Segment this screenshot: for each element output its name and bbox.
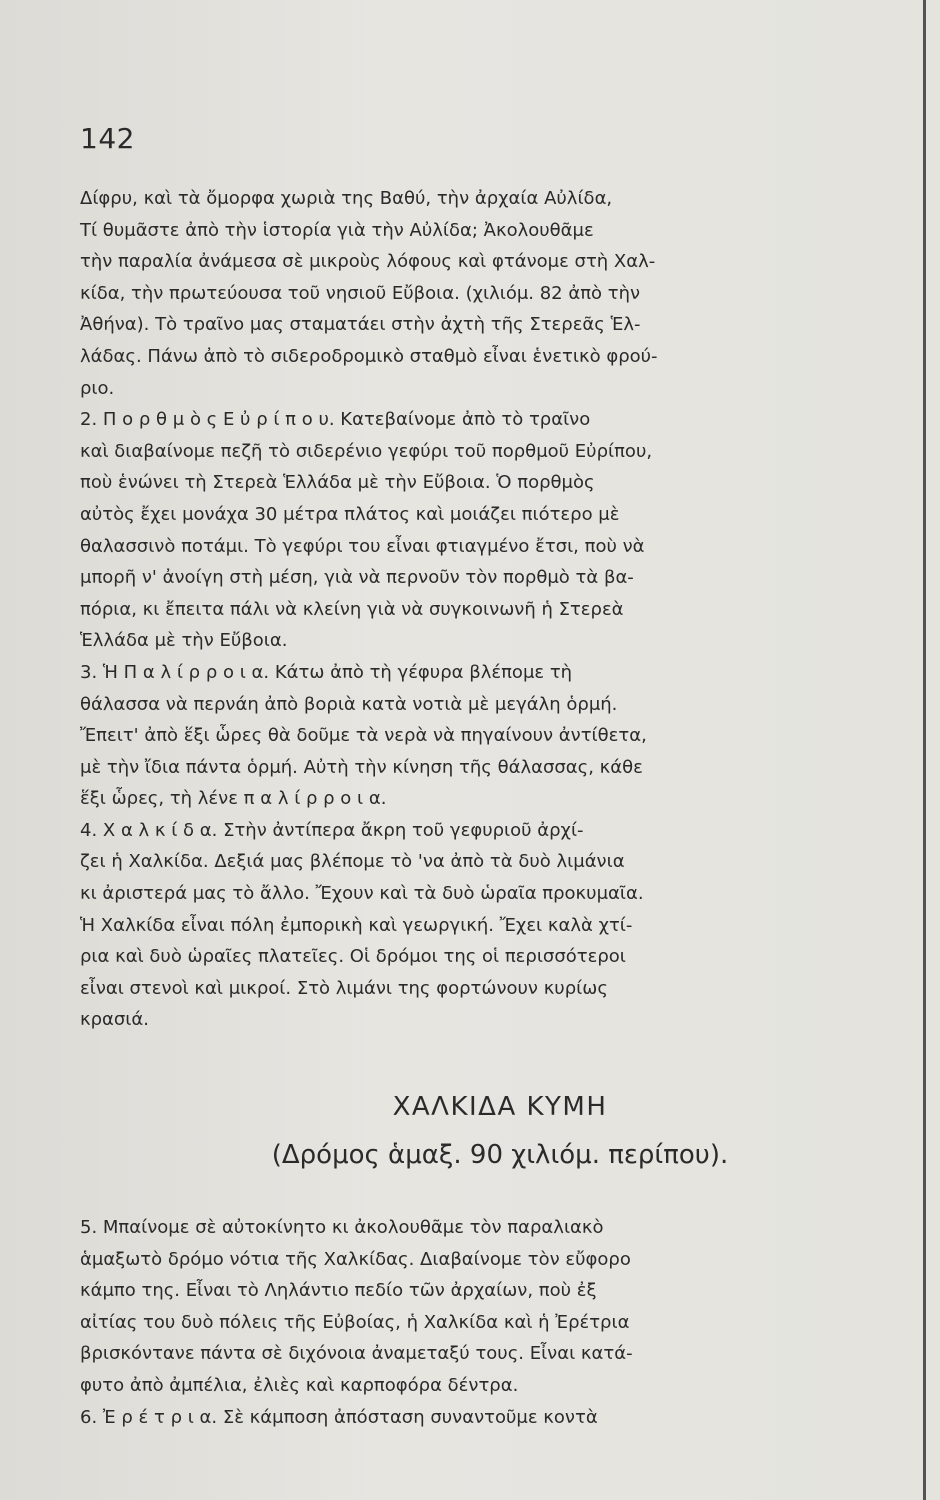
text-line: πόρια, κι ἔπειτα πάλι νὰ κλείνη γιὰ νὰ συγκοινωνῆ ἡ Στερεὰ bbox=[80, 598, 624, 620]
text-line: 4. Χ α λ κ ί δ α. Στὴν ἀντίπερα ἄκρη τοῦ γεφυριοῦ ἀρχί- bbox=[80, 819, 584, 841]
text-line: 6. Ἐ ρ έ τ ρ ι α. Σὲ κάμποση ἀπόσταση συναντοῦμε κοντὰ bbox=[80, 1406, 598, 1428]
text-line: κάμπο της. Εἶναι τὸ Ληλάντιο πεδίο τῶν ἀρχαίων, ποὺ ἐξ bbox=[80, 1280, 597, 1302]
text-line: Τί θυμᾶστε ἀπὸ τὴν ἱστορία γιὰ τὴν Αὐλίδα; Ἀκολουθᾶμε bbox=[80, 219, 594, 241]
page-edge bbox=[923, 0, 926, 1500]
text-line: Ἑλλάδα μὲ τὴν Εὔβοια. bbox=[80, 630, 288, 652]
text-line: ποὺ ἑνώνει τὴ Στερεὰ Ἑλλάδα μὲ τὴν Εὔβοια. Ὁ πορθμὸς bbox=[80, 472, 595, 494]
text-line: ἕξι ὧρες, τὴ λένε π α λ ί ρ ρ ο ι α. bbox=[80, 788, 387, 810]
text-line: 5. Μπαίνομε σὲ αὐτοκίνητο κι ἀκολουθᾶμε τὸν παραλιακὸ bbox=[80, 1217, 604, 1238]
text-line: Ἡ Χαλκίδα εἶναι πόλη ἐμπορικὴ καὶ γεωργική. Ἔχει καλὰ χτί- bbox=[80, 914, 633, 936]
text-line: κι ἀριστερά μας τὸ ἄλλο. Ἔχουν καὶ τὰ δυὸ ὡραῖα προκυμαῖα. bbox=[80, 883, 644, 905]
text-line: μὲ τὴν ἴδια πάντα ὁρμή. Αὐτὴ τὴν κίνηση τῆς θάλασσας, κάθε bbox=[80, 756, 643, 778]
text-line: τὴν παραλία ἀνάμεσα σὲ μικροὺς λόφους καὶ φτάνομε στὴ Χαλ- bbox=[80, 251, 656, 273]
text-line: ζει ἡ Χαλκίδα. Δεξιά μας βλέπομε τὸ 'να ἀπὸ τὰ δυὸ λιμάνια bbox=[80, 851, 625, 873]
section-subheading: (Δρόμος ἁμαξ. 90 χιλιόμ. περίπου). bbox=[271, 1140, 729, 1170]
text-line: Δίφρυ, καὶ τὰ ὄμορφα χωριὰ της Βαθύ, τὴν ἀρχαία Αὐλίδα, bbox=[80, 188, 613, 209]
text-line: αἰτίας του δυὸ πόλεις τῆς Εὐβοίας, ἡ Χαλκίδα καὶ ἡ Ἐρέτρια bbox=[80, 1311, 630, 1333]
body-text bbox=[80, 183, 920, 1036]
text-line: ρια καὶ δυὸ ὡραῖες πλατεῖες. Οἱ δρόμοι της οἱ περισσότεροι bbox=[80, 946, 626, 968]
text-line: θαλασσινὸ ποτάμι. Τὸ γεφύρι του εἶναι φτιαγμένο ἔτσι, ποὺ νὰ bbox=[80, 535, 645, 557]
text-line: Ἔπειτ' ἀπὸ ἕξι ὧρες θὰ δοῦμε τὰ νερὰ νὰ πηγαίνουν ἀντίθετα, bbox=[80, 725, 647, 747]
text-line: μπορῆ ν' ἀνοίγη στὴ μέση, γιὰ νὰ περνοῦν τὸν πορθμὸ τὰ βα- bbox=[80, 567, 634, 589]
text-line: 3. Ἡ Π α λ ί ρ ρ ο ι α. Κάτω ἀπὸ τὴ γέφυρα βλέπομε τὴ bbox=[80, 661, 573, 683]
text-line: θάλασσα νὰ περνάη ἀπὸ βοριὰ κατὰ νοτιὰ μὲ μεγάλη ὁρμή. bbox=[80, 693, 618, 715]
text-line: φυτο ἀπὸ ἀμπέλια, ἐλιὲς καὶ καρποφόρα δέντρα. bbox=[80, 1374, 519, 1396]
text-line: κρασιά. bbox=[80, 1009, 149, 1031]
text-line: κίδα, τὴν πρωτεύουσα τοῦ νησιοῦ Εὔβοια. (χιλιόμ. 82 ἀπὸ τὴν bbox=[80, 282, 641, 304]
section-heading: ΧΑΛΚΙΔΑ ΚΥΜΗ bbox=[392, 1092, 608, 1122]
text-line: βρισκόντανε πάντα σὲ διχόνοια ἀναμεταξύ τους. Εἶναι κατά- bbox=[80, 1343, 633, 1365]
text-line: λάδας. Πάνω ἀπὸ τὸ σιδεροδρομικὸ σταθμὸ εἶναι ἑνετικὸ φρού- bbox=[80, 345, 658, 367]
text-line: καὶ διαβαίνομε πεζῆ τὸ σιδερένιο γεφύρι τοῦ πορθμοῦ Εὐρίπου, bbox=[80, 440, 653, 462]
text-line: αὐτὸς ἔχει μονάχα 30 μέτρα πλάτος καὶ μοιάζει πιότερο μὲ bbox=[80, 503, 620, 525]
text-line: ἁμαξωτὸ δρόμο νότια τῆς Χαλκίδας. Διαβαίνομε τὸν εὔφορο bbox=[80, 1248, 631, 1270]
body-text-continued bbox=[80, 1212, 920, 1433]
text-line: εἶναι στενοὶ καὶ μικροί. Στὸ λιμάνι της φορτώνουν κυρίως bbox=[80, 977, 608, 999]
text-line: 2. Π ο ρ θ μ ὸ ς Ε ὐ ρ ί π ο υ. Κατεβαίνομε ἀπὸ τὸ τραῖνο bbox=[80, 409, 591, 431]
page-number: 142 bbox=[80, 122, 135, 155]
text-line: ριο. bbox=[80, 377, 115, 399]
text-line: Ἀθήνα). Τὸ τραῖνο μας σταματάει στὴν ἀχτὴ τῆς Στερεᾶς Ἑλ- bbox=[80, 314, 641, 336]
